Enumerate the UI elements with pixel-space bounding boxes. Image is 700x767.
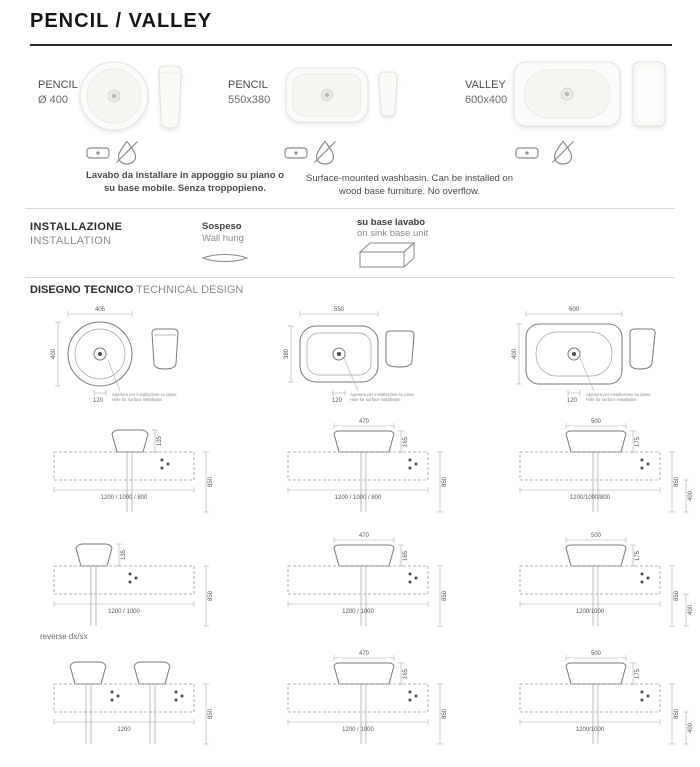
dim-label: 1200/1000 (575, 727, 605, 733)
tap-hole-icon (86, 146, 110, 160)
surface-note-it: Apertura per installazione su piano (586, 392, 651, 397)
dim-label: 135 (121, 549, 127, 561)
valley-side-view (630, 60, 668, 128)
dim-label: 600 (568, 307, 580, 313)
wall-hung-label-en: Wall hung (202, 233, 244, 244)
dim-label: 500 (590, 419, 602, 425)
dim-label: 470 (358, 651, 370, 657)
dim-label: 175 (635, 550, 641, 562)
wall-hung-label-it: Sospeso (202, 221, 242, 232)
dim-label: 850 (208, 590, 214, 602)
dim-label: 120 (331, 398, 343, 404)
dim-label: 470 (358, 419, 370, 425)
surface-note-it: Apertura per installazione su piano (350, 392, 415, 397)
drawing-elevation-pencil-round-console (34, 418, 234, 518)
product-label-pencil-round (38, 78, 78, 108)
tap-hole-icon (284, 146, 308, 160)
dim-label: 380 (284, 348, 290, 360)
description-english: Surface-mounted washbasin. Can be installed on wood base furniture. No overflow. (305, 173, 513, 198)
wall-hung-icon (202, 253, 248, 263)
drawing-elevation-pencil-rect-console (268, 418, 468, 518)
product-name: PENCIL (228, 79, 268, 91)
section-divider (25, 208, 675, 209)
dim-label: 400 (51, 348, 57, 360)
no-overflow-icon (114, 139, 140, 165)
dim-label: 165 (403, 550, 409, 562)
product-size: 600x400 (465, 93, 508, 106)
installation-heading-it: INSTALLAZIONE (30, 221, 123, 233)
description-italian: Lavabo da installare in appoggio su piano o su base mobile. Senza troppopieno. (86, 170, 284, 195)
technical-heading (30, 284, 243, 296)
drawing-elevation-pencil-rect-offset (268, 532, 468, 632)
dim-label: 850 (208, 708, 214, 720)
dim-label: 120 (566, 398, 578, 404)
page-title: PENCIL / VALLEY (30, 10, 213, 32)
dim-label: 850 (674, 476, 680, 488)
pencil-round-side-view (155, 64, 185, 130)
section-divider (25, 277, 675, 278)
no-overflow-icon (312, 139, 338, 165)
dim-label: 175 (635, 436, 641, 448)
dim-label: 400 (688, 604, 694, 616)
dim-label: 550 (333, 307, 345, 313)
dim-label: 400 (512, 348, 518, 360)
dim-label: 850 (674, 590, 680, 602)
dim-label: 405 (94, 307, 106, 313)
dim-label: 500 (590, 651, 602, 657)
dim-label: 400 (688, 722, 694, 734)
product-name: VALLEY (465, 79, 506, 91)
reverse-note: reverse dx/sx (40, 632, 88, 641)
valley-top-view (512, 60, 622, 128)
dim-label: 1200 (117, 727, 131, 733)
dim-label: 850 (208, 476, 214, 488)
drawing-topview-pencil-round (48, 305, 188, 405)
drawing-elevation-pencil-round-double (34, 650, 234, 750)
drawing-elevation-valley-offset (500, 532, 700, 632)
pencil-round-top-view (78, 60, 150, 132)
product-size: Ø 400 (38, 93, 68, 106)
drawing-elevation-pencil-round-offset (34, 532, 234, 641)
product-size: 550x380 (228, 93, 271, 106)
pencil-rect-top-view (284, 66, 370, 124)
sink-base-label-it: su base lavabo (357, 217, 426, 228)
dim-label: 120 (92, 398, 104, 404)
installation-heading-en: INSTALLATION (30, 235, 112, 247)
sink-base-icon (357, 240, 417, 270)
dim-label: 1200/1000/800 (569, 495, 611, 501)
dim-label: 1200 / 1000 (342, 727, 374, 733)
dim-label: 850 (442, 476, 448, 488)
dim-label: 400 (688, 490, 694, 502)
drawing-elevation-valley-base (500, 650, 700, 750)
surface-note-it: Apertura per installazione su piano (112, 392, 177, 397)
technical-heading-it: DISEGNO TECNICO (30, 284, 134, 296)
surface-note-en: Hole for surface installation (350, 397, 401, 402)
dim-label: 1200 / 1000 (108, 609, 140, 615)
sink-base-label-en: on sink base unit (357, 228, 429, 239)
dim-label: 175 (635, 668, 641, 680)
dim-label: 470 (358, 533, 370, 539)
no-overflow-icon (550, 139, 576, 165)
drawing-elevation-pencil-rect-base (268, 650, 468, 750)
dim-label: 1200 / 1000 / 800 (334, 495, 382, 501)
dim-label: 1200 / 1000 / 800 (100, 495, 148, 501)
dim-label: 500 (590, 533, 602, 539)
technical-heading-en: TECHNICAL DESIGN (136, 284, 244, 296)
dim-label: 850 (674, 708, 680, 720)
drawing-topview-valley (512, 305, 662, 405)
product-name: PENCIL (38, 79, 78, 91)
title-divider (30, 44, 672, 46)
surface-note-en: Hole for surface installation (586, 397, 637, 402)
dim-label: 165 (403, 668, 409, 680)
dim-label: 1200 / 1000 (342, 609, 374, 615)
pencil-rect-side-view (376, 70, 400, 118)
dim-label: 135 (157, 435, 163, 447)
drawing-topview-pencil-rect (282, 305, 422, 405)
dim-label: 850 (442, 708, 448, 720)
product-label-pencil-rect (228, 78, 270, 108)
dim-label: 850 (442, 590, 448, 602)
drawing-elevation-valley-console (500, 418, 700, 518)
dim-label: 1200/1000 (575, 609, 605, 615)
product-label-valley (465, 78, 507, 108)
dim-label: 165 (403, 436, 409, 448)
tap-hole-icon (515, 146, 539, 160)
surface-note-en: Hole for surface installation (112, 397, 163, 402)
